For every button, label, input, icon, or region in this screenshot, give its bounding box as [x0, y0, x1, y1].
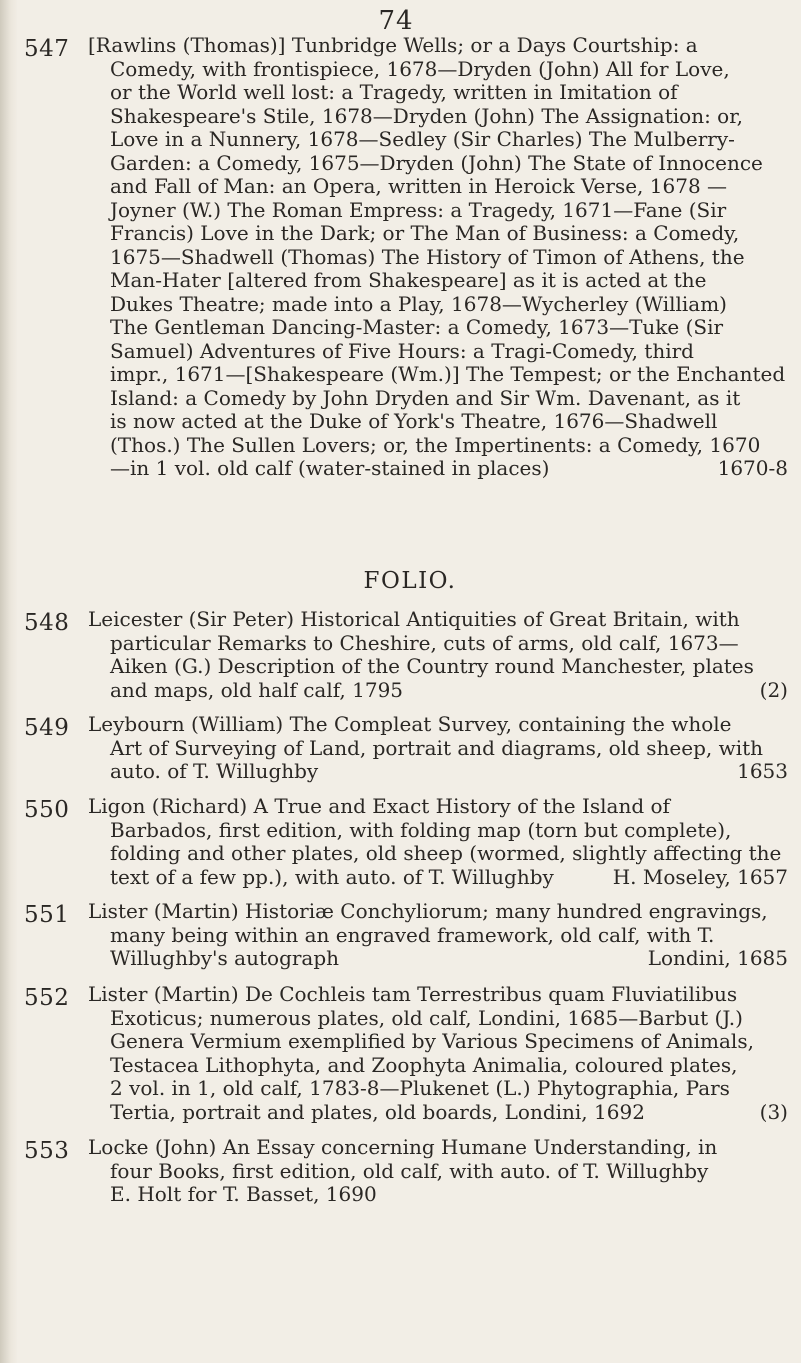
- lot-number: 550: [24, 797, 70, 823]
- entry-text: [88, 795, 788, 889]
- entry-text: [88, 34, 788, 481]
- entry-line-last: [110, 1101, 788, 1125]
- entry-line: impr., 1671—[Shakespeare (Wm.)] The Tempest; or the Enchanted: [110, 362, 786, 386]
- entry-line: Exoticus; numerous plates, old calf, Londini, 1685—Barbut (J.): [110, 1005, 743, 1030]
- entry-line: Tertia, portrait and plates, old boards, Londini, 1692: [110, 1099, 645, 1124]
- entry-line: and maps, old half calf, 1795: [110, 677, 404, 702]
- entry-line: [Rawlins (Thomas)] Tunbridge Wells; or a Days Courtship: a: [88, 33, 698, 57]
- entry-date: (3): [759, 1099, 788, 1124]
- entry-line: Locke (John) An Essay concerning Humane Understanding, in: [88, 1135, 718, 1159]
- entry-line-last: [110, 457, 788, 481]
- lot-number: 551: [24, 902, 70, 928]
- entry-line: Aiken (G.) Description of the Country round Manchester, plates: [110, 654, 754, 678]
- entry-line: Love in a Nunnery, 1678—Sedley (Sir Charles) The Mulberry-: [110, 127, 735, 151]
- section-heading-folio: FOLIO.: [363, 568, 457, 594]
- lot-number: 548: [24, 610, 70, 636]
- entry-line: —in 1 vol. old calf (water-stained in places): [110, 456, 550, 480]
- entry-line: Ligon (Richard) A True and Exact History of the Island of: [88, 794, 670, 818]
- entry-line: Leybourn (William) The Compleat Survey, containing the whole: [88, 712, 732, 736]
- entry-line: many being within an engraved framework, old calf, with T.: [110, 922, 715, 947]
- entry-text: [88, 983, 788, 1124]
- entry-text: [88, 713, 788, 784]
- lot-number: 549: [24, 715, 70, 741]
- page-number: 74: [378, 6, 414, 36]
- entry-line-last: [110, 866, 788, 890]
- lot-number: 547: [24, 36, 70, 62]
- entry-line: auto. of T. Willughby: [110, 759, 319, 783]
- entry-line: The Gentleman Dancing-Master: a Comedy, 1673—Tuke (Sir: [110, 315, 724, 339]
- entry-line: Island: a Comedy by John Dryden and Sir Wm. Davenant, as it: [110, 385, 741, 410]
- entry-line-last: [110, 760, 788, 784]
- entry-text: [88, 608, 788, 702]
- entry-line: particular Remarks to Cheshire, cuts of arms, old calf, 1673—: [110, 630, 739, 655]
- entry-date: (2): [759, 677, 788, 702]
- entry-line: Testacea Lithophyta, and Zoophyta Animalia, coloured plates,: [110, 1052, 738, 1077]
- entry-line: Art of Surveying of Land, portrait and diagrams, old sheep, with: [110, 735, 764, 760]
- entry-date: 1670-8: [717, 456, 788, 480]
- entry-line: Lister (Martin) Historiæ Conchyliorum; many hundred engravings,: [88, 899, 768, 923]
- entry-line: four Books, first edition, old calf, with auto. of T. Willughby: [110, 1158, 709, 1183]
- entry-line-last: [110, 947, 788, 971]
- entry-line: Comedy, with frontispiece, 1678—Dryden (John) All for Love,: [110, 56, 730, 81]
- entry-line: Man-Hater [altered from Shakespeare] as it is acted at the: [110, 268, 707, 292]
- entry-line: Willughby's autograph: [110, 946, 340, 970]
- entry-line: Joyner (W.) The Roman Empress: a Tragedy, 1671—Fane (Sir: [110, 197, 727, 222]
- entry-line: folding and other plates, old sheep (wormed, slightly affecting the: [110, 841, 782, 865]
- entry-line: Shakespeare's Stile, 1678—Dryden (John) The Assignation: or,: [110, 103, 743, 128]
- entry-line: Garden: a Comedy, 1675—Dryden (John) The State of Innocence: [110, 150, 763, 175]
- lot-number: 553: [24, 1138, 70, 1164]
- entry-text: [88, 900, 788, 971]
- entry-line: or the World well lost: a Tragedy, written in Imitation of: [110, 80, 678, 104]
- entry-line: E. Holt for T. Basset, 1690: [110, 1182, 377, 1206]
- entry-date: 1653: [737, 759, 788, 783]
- entry-line-last: [110, 679, 788, 703]
- entry-line: is now acted at the Duke of York's Theatre, 1676—Shadwell: [110, 409, 718, 433]
- entry-line: Samuel) Adventures of Five Hours: a Tragi-Comedy, third: [110, 338, 694, 363]
- entry-line: Francis) Love in the Dark; or The Man of Business: a Comedy,: [110, 221, 740, 245]
- entry-line: Dukes Theatre; made into a Play, 1678—Wycherley (William): [110, 291, 727, 316]
- entry-line: Leicester (Sir Peter) Historical Antiquities of Great Britain, with: [88, 607, 740, 631]
- entry-date: H. Moseley, 1657: [612, 864, 788, 889]
- entry-line: Genera Vermium exemplified by Various Specimens of Animals,: [110, 1029, 754, 1053]
- entry-line: text of a few pp.), with auto. of T. Willughby: [110, 864, 554, 889]
- entry-line: (Thos.) The Sullen Lovers; or, the Impertinents: a Comedy, 1670: [110, 432, 761, 457]
- entry-line: and Fall of Man: an Opera, written in Heroick Verse, 1678 —: [110, 174, 728, 198]
- entry-date: Londini, 1685: [647, 946, 788, 970]
- entry-text: [88, 1136, 788, 1207]
- entry-line: 1675—Shadwell (Thomas) The History of Timon of Athens, the: [110, 244, 745, 269]
- entry-line: Barbados, first edition, with folding map (torn but complete),: [110, 817, 732, 842]
- entry-line: Lister (Martin) De Cochleis tam Terrestribus quam Fluviatilibus: [88, 982, 738, 1006]
- page-edge-shadow: [0, 0, 18, 1363]
- entry-line: 2 vol. in 1, old calf, 1783-8—Plukenet (L.) Phytographia, Pars: [110, 1076, 730, 1100]
- lot-number: 552: [24, 985, 70, 1011]
